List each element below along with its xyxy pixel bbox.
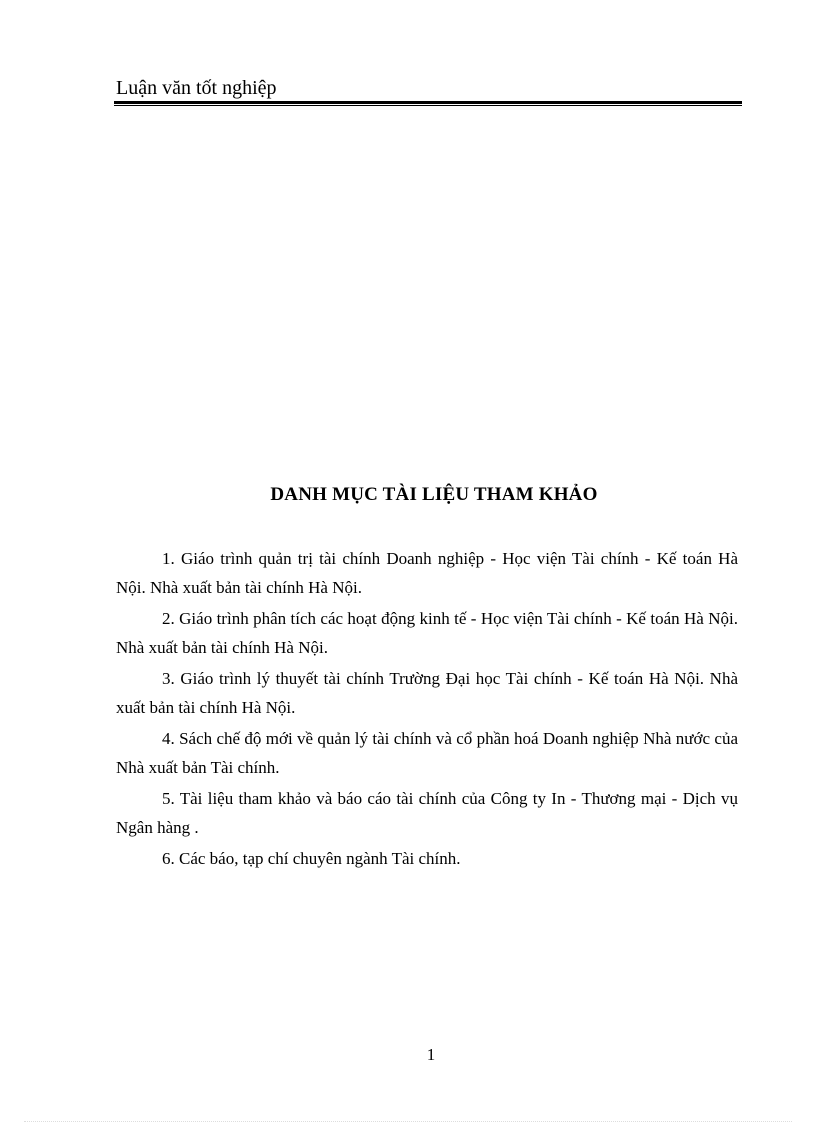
page-bottom-divider	[24, 1121, 792, 1122]
reference-item: 2. Giáo trình phân tích các hoạt động kinh tế - Học viện Tài chính - Kế toán Hà Nội. Nhà xuất bản tài chính Hà Nội.	[116, 609, 738, 657]
running-header	[114, 76, 742, 106]
reference-item: 3. Giáo trình lý thuyết tài chính Trường Đại học Tài chính - Kế toán Hà Nội. Nhà xuất bản tài chính Hà Nội.	[116, 669, 738, 717]
reference-item: 5. Tài liệu tham khảo và báo cáo tài chính của Công ty In - Thương mại - Dịch vụ Ngân hàng .	[116, 789, 738, 837]
reference-list	[116, 544, 738, 875]
header-rule-thin	[114, 105, 742, 106]
reference-item: 4. Sách chế độ mới về quản lý tài chính và cổ phần hoá Doanh nghiệp Nhà nước của Nhà xuất bản Tài chính.	[116, 729, 738, 777]
document-title: DANH MỤC TÀI LIỆU THAM KHẢO	[270, 484, 598, 505]
reference-item: 6. Các báo, tạp chí chuyên ngành Tài chính.	[162, 849, 461, 868]
header-title: Luận văn tốt nghiệp	[116, 77, 277, 99]
reference-item: 1. Giáo trình quản trị tài chính Doanh nghiệp - Học viện Tài chính - Kế toán Hà Nội. Nhà xuất bản tài chính Hà Nội.	[116, 549, 738, 597]
header-rule-thick	[114, 101, 742, 104]
page-number: 1	[426, 1045, 436, 1064]
